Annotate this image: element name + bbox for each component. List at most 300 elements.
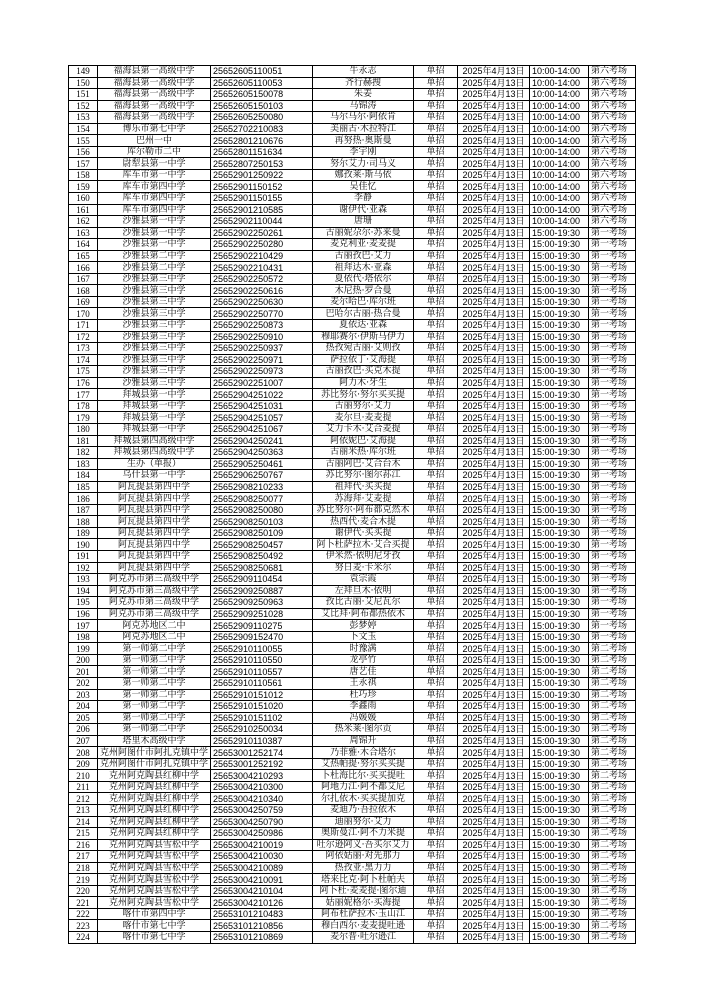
exam-type-cell: 单招	[414, 204, 458, 216]
row-number-cell: 177	[69, 389, 98, 401]
row-number-cell: 189	[69, 527, 98, 539]
candidate-name-cell: 古丽妮尕尔·苏来曼	[313, 227, 414, 239]
exam-type-cell: 单招	[414, 805, 458, 817]
candidate-id-cell: 25652904251031	[211, 400, 313, 412]
candidate-name-cell: 卜文玉	[313, 631, 414, 643]
candidate-id-cell: 25652902210429	[211, 250, 313, 262]
candidate-id-cell: 25653004210019	[211, 839, 313, 851]
exam-date-cell: 2025年4月13日	[458, 781, 530, 793]
exam-type-cell: 单招	[414, 308, 458, 320]
exam-type-cell: 单招	[414, 851, 458, 863]
exam-time-cell: 15:00-19:30	[530, 320, 589, 332]
table-row	[69, 724, 636, 736]
candidate-id-cell: 25652902250971	[211, 354, 313, 366]
exam-time-cell: 10:00-14:00	[530, 123, 589, 135]
school-name-cell: 阿瓦提县第四中学	[98, 493, 211, 505]
exam-date-cell: 2025年4月13日	[458, 320, 530, 332]
row-number-cell: 162	[69, 216, 98, 228]
school-name-cell: 阿瓦提县第四中学	[98, 562, 211, 574]
table-row	[69, 701, 636, 713]
exam-room-cell: 第一考场	[589, 493, 636, 505]
exam-time-cell: 15:00-19:30	[530, 620, 589, 632]
row-number-cell: 202	[69, 677, 98, 689]
table-row	[69, 250, 636, 262]
exam-room-cell: 第一考场	[589, 366, 636, 378]
exam-time-cell: 15:00-19:30	[530, 885, 589, 897]
school-name-cell: 沙雅县第三中学	[98, 320, 211, 332]
table-row	[69, 135, 636, 147]
candidate-id-cell: 25653004210340	[211, 793, 313, 805]
school-name-cell: 阿克苏地区二中	[98, 631, 211, 643]
candidate-id-cell: 25652909250887	[211, 585, 313, 597]
candidate-id-cell: 25652807250153	[211, 158, 313, 170]
exam-date-cell: 2025年4月13日	[458, 377, 530, 389]
exam-time-cell: 10:00-14:00	[530, 146, 589, 158]
exam-date-cell: 2025年4月13日	[458, 423, 530, 435]
table-row	[69, 296, 636, 308]
exam-time-cell: 15:00-19:30	[530, 920, 589, 932]
exam-type-cell: 单招	[414, 216, 458, 228]
candidate-name-cell: 艾力卡木·艾合麦提	[313, 423, 414, 435]
exam-date-cell: 2025年4月13日	[458, 516, 530, 528]
candidate-name-cell: 周锦升	[313, 735, 414, 747]
school-name-cell: 阿瓦提县第四中学	[98, 516, 211, 528]
school-name-cell: 沙雅县第一中学	[98, 227, 211, 239]
candidate-id-cell: 25652902250630	[211, 296, 313, 308]
exam-type-cell: 单招	[414, 400, 458, 412]
exam-room-cell: 第二考场	[589, 770, 636, 782]
table-row	[69, 493, 636, 505]
exam-time-cell: 15:00-19:30	[530, 735, 589, 747]
table-row	[69, 366, 636, 378]
exam-room-cell: 第一考场	[589, 585, 636, 597]
exam-date-cell: 2025年4月13日	[458, 216, 530, 228]
row-number-cell: 185	[69, 481, 98, 493]
exam-date-cell: 2025年4月13日	[458, 851, 530, 863]
exam-time-cell: 15:00-19:30	[530, 851, 589, 863]
candidate-name-cell: 卜杜海比尔·买买提吐	[313, 770, 414, 782]
candidate-name-cell: 苏海拜·艾麦提	[313, 493, 414, 505]
row-number-cell: 214	[69, 816, 98, 828]
exam-type-cell: 单招	[414, 504, 458, 516]
exam-type-cell: 单招	[414, 654, 458, 666]
exam-room-cell: 第六考场	[589, 158, 636, 170]
table-row	[69, 343, 636, 355]
exam-room-cell: 第二考场	[589, 701, 636, 713]
exam-room-cell: 第二考场	[589, 793, 636, 805]
exam-room-cell: 第一考场	[589, 273, 636, 285]
school-name-cell: 阿瓦提县第四中学	[98, 539, 211, 551]
exam-time-cell: 15:00-19:30	[530, 701, 589, 713]
table-row	[69, 585, 636, 597]
candidate-name-cell: 阿依姑丽·对先那力	[313, 851, 414, 863]
school-name-cell: 库车市第四中学	[98, 181, 211, 193]
exam-time-cell: 15:00-19:30	[530, 654, 589, 666]
candidate-id-cell: 25652910110561	[211, 677, 313, 689]
candidate-name-cell: 尔扎依木·买买提加克	[313, 793, 414, 805]
exam-type-cell: 单招	[414, 169, 458, 181]
row-number-cell: 168	[69, 285, 98, 297]
school-name-cell: 克州阿克陶县红柳中学	[98, 781, 211, 793]
table-row	[69, 273, 636, 285]
row-number-cell: 220	[69, 885, 98, 897]
school-name-cell: 克州阿克陶县雪松中学	[98, 851, 211, 863]
candidate-name-cell: 热孜亚·黑力力	[313, 862, 414, 874]
exam-date-cell: 2025年4月13日	[458, 412, 530, 424]
exam-room-cell: 第一考场	[589, 296, 636, 308]
exam-time-cell: 15:00-19:30	[530, 400, 589, 412]
row-number-cell: 224	[69, 932, 98, 944]
exam-date-cell: 2025年4月13日	[458, 285, 530, 297]
school-name-cell: 库车市第四中学	[98, 193, 211, 205]
table-row	[69, 908, 636, 920]
row-number-cell: 166	[69, 262, 98, 274]
exam-type-cell: 单招	[414, 227, 458, 239]
exam-time-cell: 10:00-14:00	[530, 169, 589, 181]
row-number-cell: 170	[69, 308, 98, 320]
table-row	[69, 781, 636, 793]
candidate-id-cell: 25652904251057	[211, 412, 313, 424]
candidate-id-cell: 25652910151102	[211, 712, 313, 724]
exam-room-cell: 第一考场	[589, 331, 636, 343]
school-name-cell: 克州阿克陶县红柳中学	[98, 805, 211, 817]
row-number-cell: 182	[69, 447, 98, 459]
candidate-name-cell: 穆白西尔·麦麦提吐逊	[313, 920, 414, 932]
row-number-cell: 156	[69, 146, 98, 158]
school-name-cell: 拜城县第一中学	[98, 389, 211, 401]
school-name-cell: 拜城县第四高级中学	[98, 435, 211, 447]
exam-date-cell: 2025年4月13日	[458, 654, 530, 666]
exam-time-cell: 15:00-19:30	[530, 724, 589, 736]
exam-time-cell: 10:00-14:00	[530, 66, 589, 78]
school-name-cell: 克州阿克陶县雪松中学	[98, 885, 211, 897]
candidate-id-cell: 25652902250937	[211, 343, 313, 355]
row-number-cell: 217	[69, 851, 98, 863]
school-name-cell: 第一师第二中学	[98, 724, 211, 736]
exam-time-cell: 15:00-19:30	[530, 793, 589, 805]
candidate-name-cell: 古丽孜巴·艾力	[313, 250, 414, 262]
exam-type-cell: 单招	[414, 447, 458, 459]
candidate-id-cell: 25653004210091	[211, 874, 313, 886]
row-number-cell: 188	[69, 516, 98, 528]
row-number-cell: 176	[69, 377, 98, 389]
candidate-name-cell: 艾比拜·阿布都热依木	[313, 608, 414, 620]
candidate-id-cell: 25652910151012	[211, 689, 313, 701]
row-number-cell: 193	[69, 574, 98, 586]
exam-room-cell: 第六考场	[589, 77, 636, 89]
exam-time-cell: 15:00-19:30	[530, 631, 589, 643]
row-number-cell: 210	[69, 770, 98, 782]
candidate-name-cell: 谢伊代·买买提	[313, 527, 414, 539]
exam-time-cell: 15:00-19:30	[530, 862, 589, 874]
exam-type-cell: 单招	[414, 112, 458, 124]
exam-time-cell: 15:00-19:30	[530, 262, 589, 274]
candidate-name-cell: 杜巧珍	[313, 689, 414, 701]
candidate-name-cell: 李鑫雨	[313, 701, 414, 713]
exam-date-cell: 2025年4月13日	[458, 631, 530, 643]
school-name-cell: 沙雅县第一中学	[98, 239, 211, 251]
row-number-cell: 201	[69, 666, 98, 678]
table-row	[69, 458, 636, 470]
school-name-cell: 克州阿克陶县红柳中学	[98, 828, 211, 840]
exam-date-cell: 2025年4月13日	[458, 793, 530, 805]
school-name-cell: 福海县第一高级中学	[98, 89, 211, 101]
candidate-id-cell: 25652902250873	[211, 320, 313, 332]
school-name-cell: 第一师第二中学	[98, 677, 211, 689]
table-row	[69, 920, 636, 932]
exam-date-cell: 2025年4月13日	[458, 874, 530, 886]
exam-date-cell: 2025年4月13日	[458, 169, 530, 181]
exam-type-cell: 单招	[414, 701, 458, 713]
row-number-cell: 149	[69, 66, 98, 78]
exam-time-cell: 15:00-19:30	[530, 331, 589, 343]
candidate-id-cell: 25653004250759	[211, 805, 313, 817]
candidate-name-cell: 塔来比克·阿卜杜帕夫	[313, 874, 414, 886]
exam-time-cell: 15:00-19:30	[530, 597, 589, 609]
exam-type-cell: 单招	[414, 435, 458, 447]
row-number-cell: 175	[69, 366, 98, 378]
exam-room-cell: 第二考场	[589, 828, 636, 840]
table-row	[69, 620, 636, 632]
candidate-name-cell: 齐行赫搜	[313, 77, 414, 89]
school-name-cell: 拜城县第一中学	[98, 412, 211, 424]
row-number-cell: 151	[69, 89, 98, 101]
exam-date-cell: 2025年4月13日	[458, 343, 530, 355]
candidate-id-cell: 25652904250241	[211, 435, 313, 447]
candidate-name-cell: 艾热帕提·努尔买买提	[313, 758, 414, 770]
row-number-cell: 172	[69, 331, 98, 343]
row-number-cell: 194	[69, 585, 98, 597]
candidate-id-cell: 25652901150152	[211, 181, 313, 193]
exam-time-cell: 10:00-14:00	[530, 216, 589, 228]
exam-room-cell: 第一考场	[589, 597, 636, 609]
candidate-name-cell: 麦迪乃·吾拉依木	[313, 805, 414, 817]
row-number-cell: 204	[69, 701, 98, 713]
row-number-cell: 213	[69, 805, 98, 817]
exam-room-cell: 第二考场	[589, 666, 636, 678]
candidate-name-cell: 迪丽努尔·艾力	[313, 816, 414, 828]
exam-date-cell: 2025年4月13日	[458, 735, 530, 747]
row-number-cell: 215	[69, 828, 98, 840]
candidate-name-cell: 阿力木·牙生	[313, 377, 414, 389]
exam-type-cell: 单招	[414, 285, 458, 297]
exam-time-cell: 15:00-19:30	[530, 562, 589, 574]
row-number-cell: 167	[69, 273, 98, 285]
table-row	[69, 89, 636, 101]
exam-room-cell: 第二考场	[589, 839, 636, 851]
candidate-name-cell: 古丽努尔·艾力	[313, 400, 414, 412]
exam-time-cell: 15:00-19:30	[530, 423, 589, 435]
candidate-id-cell: 25652605250080	[211, 112, 313, 124]
exam-room-cell: 第二考场	[589, 643, 636, 655]
school-name-cell: 沙雅县第三中学	[98, 377, 211, 389]
school-name-cell: 沙雅县第三中学	[98, 308, 211, 320]
exam-time-cell: 15:00-19:30	[530, 435, 589, 447]
school-name-cell: 沙雅县第三中学	[98, 343, 211, 355]
exam-room-cell: 第二考场	[589, 851, 636, 863]
candidate-name-cell: 谢伊代·亚森	[313, 204, 414, 216]
exam-schedule-table	[68, 65, 636, 944]
exam-time-cell: 15:00-19:30	[530, 781, 589, 793]
exam-type-cell: 单招	[414, 631, 458, 643]
exam-time-cell: 10:00-14:00	[530, 181, 589, 193]
exam-date-cell: 2025年4月13日	[458, 66, 530, 78]
exam-time-cell: 15:00-19:30	[530, 574, 589, 586]
school-name-cell: 克州阿图什市阿扎克镇中学	[98, 758, 211, 770]
school-name-cell: 第一师第二中学	[98, 701, 211, 713]
exam-room-cell: 第一考场	[589, 631, 636, 643]
candidate-id-cell: 25652909251028	[211, 608, 313, 620]
exam-time-cell: 10:00-14:00	[530, 193, 589, 205]
row-number-cell: 169	[69, 296, 98, 308]
exam-time-cell: 15:00-19:30	[530, 308, 589, 320]
table-body	[69, 66, 636, 944]
candidate-id-cell: 25653004210030	[211, 851, 313, 863]
exam-date-cell: 2025年4月13日	[458, 100, 530, 112]
exam-type-cell: 单招	[414, 239, 458, 251]
exam-room-cell: 第二考场	[589, 712, 636, 724]
exam-room-cell: 第六考场	[589, 112, 636, 124]
exam-time-cell: 15:00-19:30	[530, 470, 589, 482]
exam-time-cell: 10:00-14:00	[530, 204, 589, 216]
exam-time-cell: 15:00-19:30	[530, 504, 589, 516]
exam-date-cell: 2025年4月13日	[458, 158, 530, 170]
table-row	[69, 308, 636, 320]
exam-date-cell: 2025年4月13日	[458, 550, 530, 562]
exam-room-cell: 第二考场	[589, 724, 636, 736]
exam-type-cell: 单招	[414, 273, 458, 285]
exam-type-cell: 单招	[414, 920, 458, 932]
row-number-cell: 222	[69, 908, 98, 920]
table-row	[69, 643, 636, 655]
school-name-cell: 沙雅县第三中学	[98, 331, 211, 343]
table-row	[69, 758, 636, 770]
exam-time-cell: 15:00-19:30	[530, 343, 589, 355]
row-number-cell: 152	[69, 100, 98, 112]
exam-room-cell: 第一考场	[589, 527, 636, 539]
candidate-id-cell: 25652909152470	[211, 631, 313, 643]
exam-type-cell: 单招	[414, 712, 458, 724]
table-row	[69, 770, 636, 782]
candidate-id-cell: 25652902250616	[211, 285, 313, 297]
candidate-name-cell: 努日麦·卡米尔	[313, 562, 414, 574]
school-name-cell: 沙雅县第三中学	[98, 273, 211, 285]
candidate-id-cell: 25652605150103	[211, 100, 313, 112]
school-name-cell: 第一师第二中学	[98, 689, 211, 701]
exam-room-cell: 第二考场	[589, 908, 636, 920]
exam-type-cell: 单招	[414, 550, 458, 562]
school-name-cell: 库尔勒市二中	[98, 146, 211, 158]
exam-date-cell: 2025年4月13日	[458, 897, 530, 909]
candidate-name-cell: 阿布杜萨拉木·玉山江	[313, 908, 414, 920]
exam-date-cell: 2025年4月13日	[458, 366, 530, 378]
table-row	[69, 851, 636, 863]
row-number-cell: 171	[69, 320, 98, 332]
candidate-id-cell: 25652902250973	[211, 366, 313, 378]
candidate-id-cell: 25652801151634	[211, 146, 313, 158]
school-name-cell: 博乐市第七中学	[98, 123, 211, 135]
row-number-cell: 158	[69, 169, 98, 181]
exam-room-cell: 第六考场	[589, 169, 636, 181]
candidate-name-cell: 朱姜	[313, 89, 414, 101]
candidate-id-cell: 25652901210585	[211, 204, 313, 216]
candidate-name-cell: 美丽古·木拉特江	[313, 123, 414, 135]
candidate-name-cell: 热西代·麦合木提	[313, 516, 414, 528]
exam-time-cell: 15:00-19:30	[530, 458, 589, 470]
candidate-name-cell: 苏比努尔·努尔买买提	[313, 389, 414, 401]
exam-type-cell: 单招	[414, 181, 458, 193]
table-row	[69, 816, 636, 828]
exam-time-cell: 15:00-19:30	[530, 296, 589, 308]
exam-type-cell: 单招	[414, 885, 458, 897]
exam-time-cell: 15:00-19:30	[530, 389, 589, 401]
candidate-name-cell: 努尔艾力·司马义	[313, 158, 414, 170]
table-row	[69, 193, 636, 205]
exam-date-cell: 2025年4月13日	[458, 666, 530, 678]
candidate-id-cell: 25652901250922	[211, 169, 313, 181]
exam-type-cell: 单招	[414, 354, 458, 366]
exam-time-cell: 15:00-19:30	[530, 689, 589, 701]
candidate-name-cell: 娜孜莱·斯马依	[313, 169, 414, 181]
candidate-name-cell: 热米莱·图尔贡	[313, 724, 414, 736]
table-row	[69, 77, 636, 89]
row-number-cell: 165	[69, 250, 98, 262]
exam-date-cell: 2025年4月13日	[458, 585, 530, 597]
exam-room-cell: 第一考场	[589, 285, 636, 297]
exam-room-cell: 第六考场	[589, 100, 636, 112]
exam-type-cell: 单招	[414, 862, 458, 874]
exam-type-cell: 单招	[414, 262, 458, 274]
exam-room-cell: 第六考场	[589, 66, 636, 78]
exam-room-cell: 第二考场	[589, 747, 636, 759]
exam-date-cell: 2025年4月13日	[458, 689, 530, 701]
candidate-id-cell: 25652908250457	[211, 539, 313, 551]
row-number-cell: 150	[69, 77, 98, 89]
table-row	[69, 100, 636, 112]
candidate-name-cell: 夏依达·亚森	[313, 320, 414, 332]
row-number-cell: 163	[69, 227, 98, 239]
candidate-name-cell: 龙亭竹	[313, 654, 414, 666]
school-name-cell: 乌什县第一中学	[98, 470, 211, 482]
exam-time-cell: 15:00-19:30	[530, 770, 589, 782]
exam-time-cell: 10:00-14:00	[530, 89, 589, 101]
exam-type-cell: 单招	[414, 331, 458, 343]
candidate-name-cell: 李宇刚	[313, 146, 414, 158]
exam-date-cell: 2025年4月13日	[458, 620, 530, 632]
exam-date-cell: 2025年4月13日	[458, 504, 530, 516]
candidate-name-cell: 乃菲雅·木合塔尔	[313, 747, 414, 759]
exam-type-cell: 单招	[414, 689, 458, 701]
candidate-id-cell: 25652905250461	[211, 458, 313, 470]
exam-type-cell: 单招	[414, 932, 458, 944]
candidate-id-cell: 25652910110387	[211, 735, 313, 747]
school-name-cell: 阿克苏市第三高级中学	[98, 608, 211, 620]
candidate-id-cell: 25652902250910	[211, 331, 313, 343]
school-name-cell: 沙雅县第三中学	[98, 296, 211, 308]
row-number-cell: 159	[69, 181, 98, 193]
exam-date-cell: 2025年4月13日	[458, 447, 530, 459]
candidate-name-cell: 牛永志	[313, 66, 414, 78]
exam-date-cell: 2025年4月13日	[458, 724, 530, 736]
table-row	[69, 932, 636, 944]
exam-date-cell: 2025年4月13日	[458, 839, 530, 851]
row-number-cell: 180	[69, 423, 98, 435]
exam-room-cell: 第二考场	[589, 781, 636, 793]
candidate-id-cell: 25653004210126	[211, 897, 313, 909]
school-name-cell: 喀什市第四中学	[98, 908, 211, 920]
exam-type-cell: 单招	[414, 423, 458, 435]
exam-type-cell: 单招	[414, 470, 458, 482]
